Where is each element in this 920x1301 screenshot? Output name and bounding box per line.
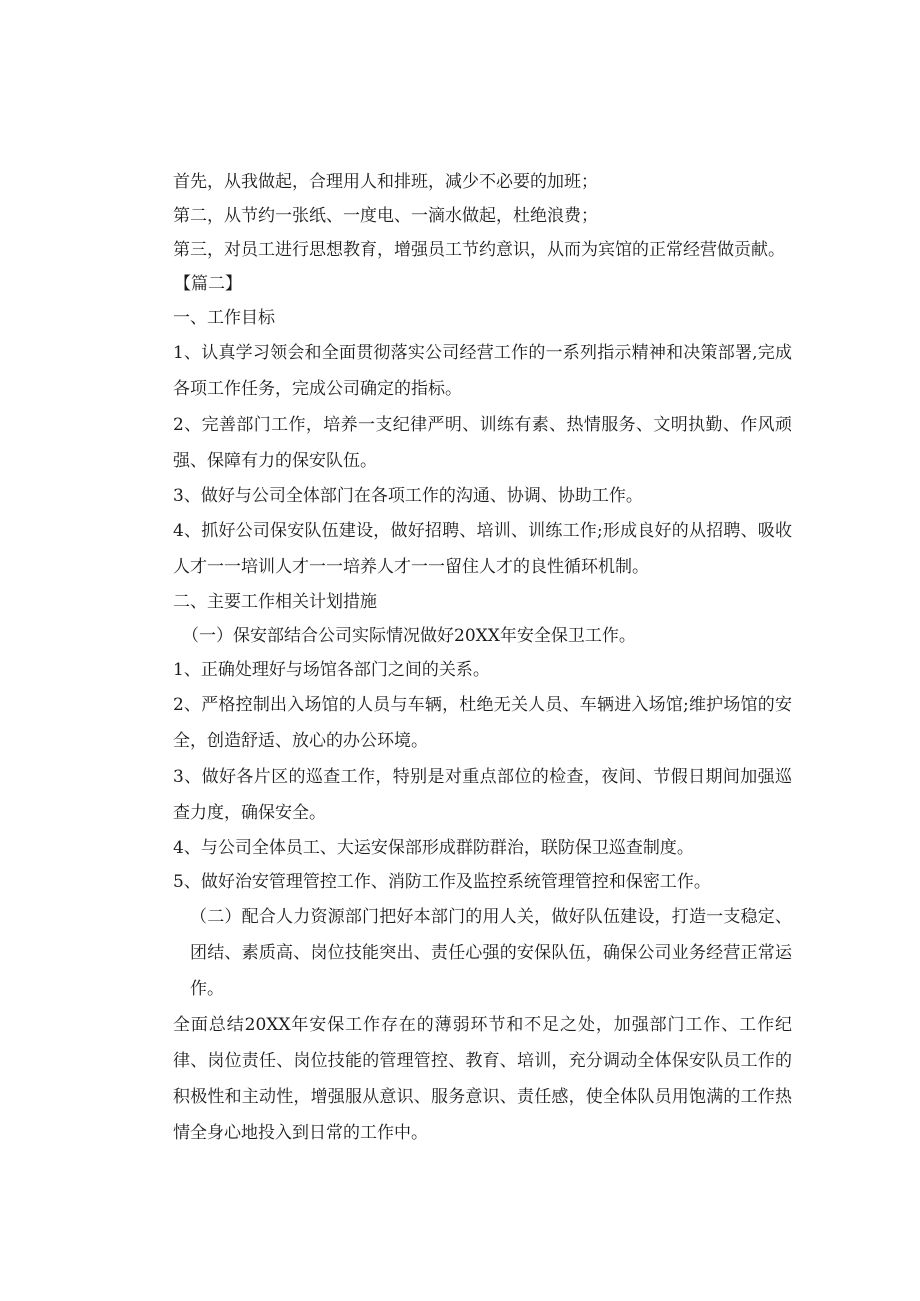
- measure-item-2: 2、严格控制出入场馆的人员与车辆，杜绝无关人员、车辆进入场馆;维护场馆的安全，创造舒适、放心的办公环境。: [173, 695, 792, 751]
- measure-item-5: 5、做好治安管理管控工作、消防工作及监控系统管理管控和保密工作。: [173, 872, 711, 892]
- paragraph-third-measure: 第三，对员工进行思想教育，增强员工节约意识，从而为宾馆的正常经营做贡献。: [173, 240, 785, 260]
- paragraph-summary: 全面总结20XX年安保工作存在的薄弱环节和不足之处，加强部门工作、工作纪律、岗位责任、岗位技能的管理管控、教育、培训，充分调动全体保安队员工作的积极性和主动性，增强服从意识、服务意识、责任感，使全体队员用饱满的工作热情全身心地投入到日常的工作中。: [173, 1015, 792, 1143]
- heading-main-measures: 二、主要工作相关计划措施: [173, 592, 377, 612]
- section-heading-part-two: 【篇二】: [174, 274, 242, 294]
- goal-item-4: 4、抓好公司保安队伍建设，做好招聘、培训、训练工作;形成良好的从招聘、吸收人才一一培训人才一一培养人才一一留住人才的良性循环机制。: [173, 521, 792, 577]
- paragraph-first-measure: 首先，从我做起，合理用人和排班，减少不必要的加班；: [173, 172, 598, 192]
- paragraph-second-measure: 第二，从节约一张纸、一度电、一滴水做起，杜绝浪费；: [173, 206, 598, 226]
- heading-work-goals: 一、工作目标: [173, 308, 275, 328]
- goal-item-2: 2、完善部门工作，培养一支纪律严明、训练有素、热情服务、文明执勤、作风顽强、保障有力的保安队伍。: [173, 415, 792, 471]
- measure-item-4: 4、与公司全体员工、大运安保部形成群防群治，联防保卫巡查制度。: [173, 838, 694, 858]
- goal-item-1: 1、认真学习领会和全面贯彻落实公司经营工作的一系列指示精神和决策部署,完成各项工作任务，完成公司确定的指标。: [173, 343, 792, 399]
- goal-item-3: 3、做好与公司全体部门在各项工作的沟通、协调、协助工作。: [173, 486, 643, 506]
- measure-item-1: 1、正确处理好与场馆各部门之间的关系。: [173, 660, 490, 680]
- measure-item-3: 3、做好各片区的巡查工作，特别是对重点部位的检查，夜间、节假日期间加强巡查力度，确保安全。: [173, 767, 792, 823]
- subheading-hr-cooperation: （二）配合人力资源部门把好本部门的用人关，做好队伍建设，打造一支稳定、团结、素质高、岗位技能突出、责任心强的安保队伍，确保公司业务经营正常运作。: [190, 907, 792, 999]
- subheading-security-work: （一）保安部结合公司实际情况做好20XX年安全保卫工作。: [182, 626, 636, 646]
- document-body: [138, 165, 792, 1151]
